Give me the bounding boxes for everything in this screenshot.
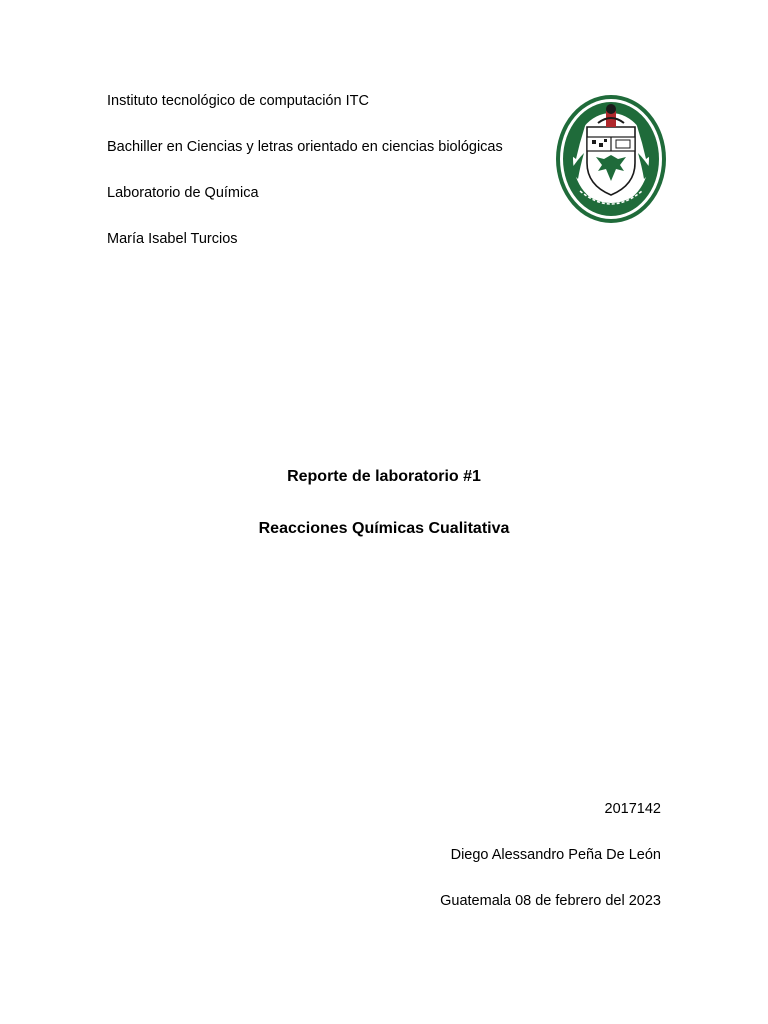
school-crest-icon: [554, 93, 668, 225]
student-name: Diego Alessandro Peña De León: [450, 847, 661, 863]
institution-name: Instituto tecnológico de computación ITC: [107, 93, 369, 109]
place-and-date: Guatemala 08 de febrero del 2023: [440, 893, 661, 909]
teacher-name: María Isabel Turcios: [107, 231, 238, 247]
report-topic: Reacciones Químicas Cualitativa: [258, 520, 510, 537]
report-title: Reporte de laboratorio #1: [287, 468, 481, 485]
program-name: Bachiller en Ciencias y letras orientado en ciencias biológicas: [107, 139, 503, 155]
course-name: Laboratorio de Química: [107, 185, 259, 201]
student-id: 2017142: [604, 801, 661, 817]
